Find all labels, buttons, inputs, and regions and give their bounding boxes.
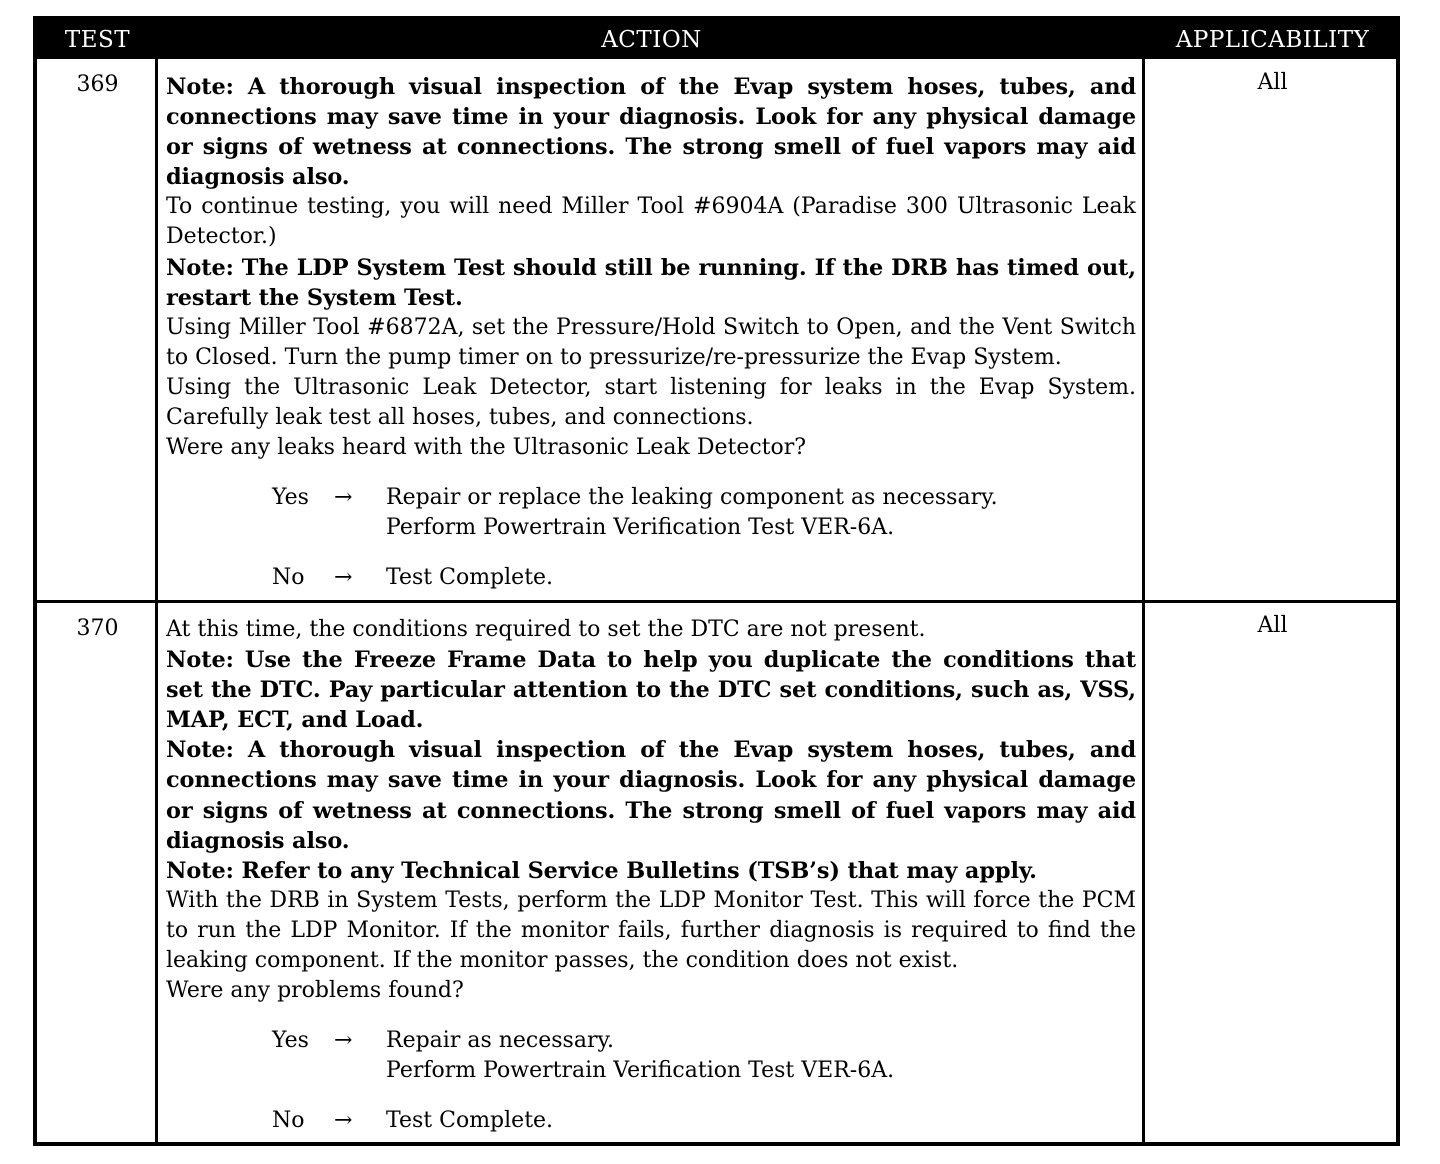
no-label: No [272,565,305,591]
answer-block [166,483,1136,593]
note-paragraph: Note: A thorough visual inspection of the Evap system hoses, tubes, and connections may save time in your diagnosis. Look for any physical damage or signs of wetness at connections. The strong smell of fuel vapors may aid diagnosis also. [166,74,1136,191]
note-paragraph: Note: A thorough visual inspection of the Evap system hoses, tubes, and connections may save time in your diagnosis. Look for any physical damage or signs of wetness at connections. The strong smell of fuel vapors may aid diagnosis also. [166,737,1136,854]
yes-action: Repair or replace the leaking component as necessary. [386,485,998,511]
header-applicability: APPLICABILITY [1175,27,1370,53]
instruction-paragraph: With the DRB in System Tests, perform the LDP Monitor Test. This will force the PCM to run the LDP Monitor. If the monitor fails, further diagnosis is required to find the leaking component. If the monitor passes, the condition does not exist. [166,887,1136,974]
arrow-icon: → [334,485,353,511]
no-answer [166,563,1136,593]
no-label: No [272,1108,305,1134]
row-divider [37,600,1396,603]
question-paragraph: Were any problems found? [166,978,464,1004]
arrow-icon: → [334,565,353,591]
note-paragraph: Note: The LDP System Test should still be running. If the DRB has timed out, restart the System Test. [166,254,1136,311]
yes-action: Repair as necessary. [386,1028,614,1054]
no-answer [166,1106,1136,1136]
note-paragraph: Note: Use the Freeze Frame Data to help you duplicate the conditions that set the DTC. Pay particular attention to the DTC set conditions, such as, VSS, MAP, ECT, and Load. [166,647,1136,734]
no-action: Test Complete. [386,1108,554,1134]
header-test: TEST [64,27,131,53]
answer-block [166,1026,1136,1136]
diagnostic-table [33,16,1400,1146]
yes-action-verification: Perform Powertrain Verification Test VER-6A. [386,1058,895,1084]
instruction-paragraph: Using the Ultrasonic Leak Detector, start listening for leaks in the Evap System. Carefully leak test all hoses, tubes, and connections. [166,374,1136,431]
arrow-icon: → [334,1028,353,1054]
yes-action-verification: Perform Powertrain Verification Test VER-6A. [386,515,895,541]
header-action: ACTION [601,27,702,53]
yes-answer [166,1026,1136,1056]
note-paragraph: Note: Refer to any Technical Service Bulletins (TSB’s) that may apply. [166,857,1037,884]
applicability-value: All [1257,613,1288,638]
yes-label: Yes [272,485,309,511]
action-cell [166,72,1136,593]
yes-answer-continued [166,1056,1136,1086]
table-header [37,20,1396,59]
yes-answer-continued [166,513,1136,543]
action-cell [166,615,1136,1136]
no-action: Test Complete. [386,565,554,591]
arrow-icon: → [334,1108,353,1134]
question-paragraph: Were any leaks heard with the Ultrasonic Leak Detector? [166,435,807,461]
instruction-paragraph: At this time, the conditions required to set the DTC are not present. [166,617,926,642]
instruction-paragraph: Using Miller Tool #6872A, set the Pressure/Hold Switch to Open, and the Vent Switch to Closed. Turn the pump timer on to pressurize/re-pressurize the Evap System. [166,314,1136,370]
applicability-value: All [1257,70,1288,95]
instruction-paragraph: To continue testing, you will need Miller Tool #6904A (Paradise 300 Ultrasonic Leak Detector.) [166,194,1136,250]
yes-answer [166,483,1136,513]
test-number: 369 [76,72,119,97]
test-number: 370 [76,616,119,641]
yes-label: Yes [272,1028,309,1054]
